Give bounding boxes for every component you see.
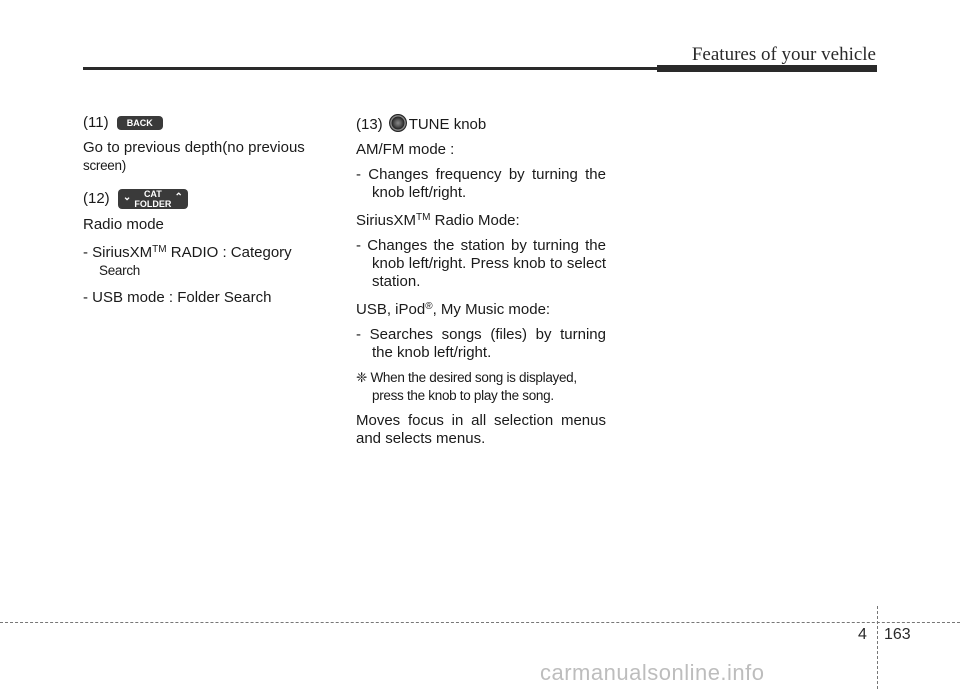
back-button-icon: BACK — [117, 116, 163, 130]
item-11-desc-line1: Go to previous depth(no previous — [83, 139, 305, 156]
item-11-description — [83, 139, 333, 175]
item-12-heading — [83, 189, 333, 209]
header-rule-accent — [657, 65, 877, 72]
chevron-up-icon: ⌃ — [174, 192, 183, 203]
note-symbol-icon: ❈ — [356, 370, 368, 385]
note — [356, 369, 606, 405]
amfm-bullet: - Changes frequency by turning the knob left/right. — [356, 166, 606, 201]
item-11-heading — [83, 114, 333, 132]
radio-mode-label: Radio mode — [83, 216, 164, 233]
sirius-category-bullet: - SiriusXM™ RADIO : Category Search — [83, 244, 292, 278]
item-13-number: (13) — [356, 116, 383, 133]
item-11-desc-line2: screen) — [83, 158, 126, 173]
usb-folder-bullet: - USB mode : Folder Search — [83, 289, 272, 306]
chevron-down-icon: ⌄ — [122, 192, 132, 203]
usb-bullet: - Searches songs (files) by turning the knob left/right. — [356, 326, 606, 361]
chapter-number: 4 — [858, 626, 867, 643]
page-header-title: Features of your vehicle — [691, 44, 876, 65]
amfm-mode-label: AM/FM mode : — [356, 141, 455, 158]
cat-folder-button-icon — [118, 189, 188, 209]
item-11-number: (11) — [83, 114, 109, 131]
watermark: carmanualsonline.info — [540, 660, 765, 685]
footer-divider — [877, 606, 878, 689]
page-number: 163 — [884, 626, 911, 643]
moves-focus-text: Moves focus in all selection menus and selects menus. — [356, 412, 606, 447]
right-column — [356, 114, 606, 455]
note-text: When the desired song is displayed, press the knob to play the song. — [370, 370, 577, 403]
footer-rule — [0, 622, 960, 623]
tune-knob-icon — [389, 114, 407, 132]
item-12-number: (12) — [83, 189, 110, 207]
item-13-heading — [356, 114, 606, 134]
item-13-title: TUNE knob — [408, 116, 487, 133]
usb-mode-label: USB, iPod®, My Music mode: — [356, 301, 551, 318]
left-column — [83, 114, 333, 314]
sirius-mode-label: SiriusXM™ Radio Mode: — [356, 212, 520, 229]
cat-folder-label: CAT FOLDER — [134, 189, 172, 209]
sirius-bullet: - Changes the station by turning the knob left/right. Press knob to select station. — [356, 237, 606, 290]
